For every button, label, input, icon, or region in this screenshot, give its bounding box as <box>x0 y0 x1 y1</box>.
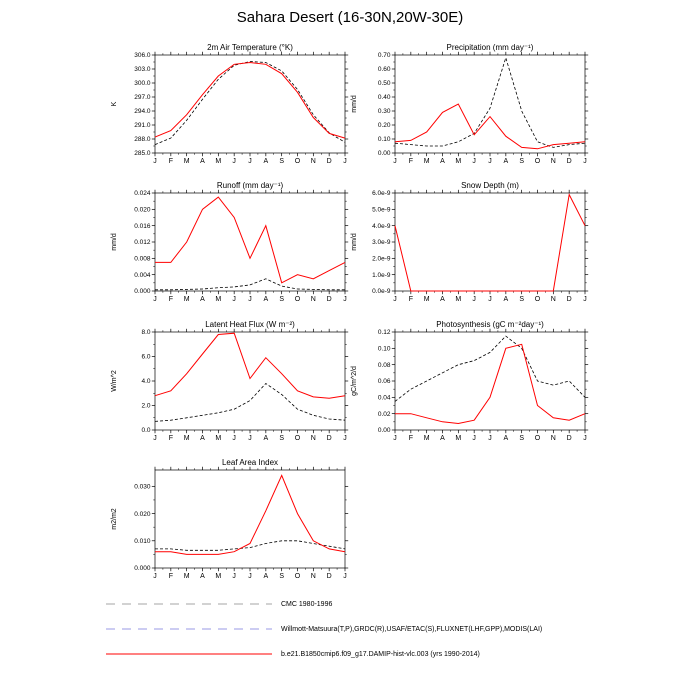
x-tick-label: J <box>583 158 587 165</box>
y-tick-label: 0.000 <box>134 288 151 296</box>
y-tick-label: 0.0 <box>141 427 151 435</box>
y-tick-label: 0.50 <box>377 80 391 88</box>
x-tick-label: F <box>408 158 413 165</box>
panel-title: Latent Heat Flux (W m⁻²) <box>205 320 295 329</box>
x-tick-label: J <box>343 296 347 303</box>
y-tick-label: 4.0 <box>141 378 151 386</box>
series-model <box>395 104 585 149</box>
panel-title: Precipitation (mm day⁻¹) <box>446 43 534 52</box>
y-tick-label: 0.00 <box>377 427 391 435</box>
y-axis-label: W/m^2 <box>111 370 118 392</box>
x-tick-label: F <box>168 573 173 580</box>
y-tick-label: 0.00 <box>377 150 391 158</box>
x-tick-label: J <box>153 296 157 303</box>
x-tick-label: D <box>326 573 332 580</box>
y-tick-label: 8.0 <box>141 329 151 337</box>
x-tick-label: O <box>294 296 301 303</box>
x-tick-label: A <box>440 435 445 442</box>
panel-snow-depth <box>345 180 595 315</box>
x-tick-label: F <box>168 435 173 442</box>
x-tick-label: J <box>472 435 476 442</box>
x-tick-label: D <box>566 296 572 303</box>
y-tick-label: 0.012 <box>134 239 151 247</box>
legend-label: CMC 1980-1996 <box>281 600 333 608</box>
legend-line-solid-red <box>105 649 273 659</box>
y-tick-label: 294.0 <box>134 108 151 116</box>
x-tick-label: A <box>440 296 445 303</box>
y-tick-label: 0.000 <box>134 565 151 573</box>
y-tick-label: 5.0e-9 <box>372 206 391 214</box>
x-tick-label: J <box>248 296 252 303</box>
x-tick-label: S <box>279 296 285 303</box>
series-obs <box>155 279 345 290</box>
y-tick-label: 0.20 <box>377 122 391 130</box>
panel-air-temperature <box>105 42 355 177</box>
x-tick-label: J <box>232 573 236 580</box>
y-tick-label: 0.004 <box>134 271 151 279</box>
x-tick-label: S <box>519 435 525 442</box>
x-tick-label: J <box>153 158 157 165</box>
series-model <box>395 195 585 291</box>
x-tick-label: M <box>455 435 462 442</box>
x-tick-label: O <box>294 435 301 442</box>
y-tick-label: 285.0 <box>134 150 151 158</box>
x-tick-label: J <box>153 435 157 442</box>
y-tick-label: 0.04 <box>377 394 391 402</box>
x-tick-label: J <box>393 435 397 442</box>
x-tick-label: F <box>168 296 173 303</box>
x-tick-label: N <box>310 296 316 303</box>
x-tick-label: N <box>550 158 556 165</box>
x-tick-label: J <box>248 435 252 442</box>
x-tick-label: A <box>503 158 509 165</box>
y-tick-label: 291.0 <box>134 122 151 130</box>
series-model <box>155 197 345 283</box>
panel-leaf-area-index <box>105 457 355 592</box>
y-tick-label: 0.40 <box>377 94 391 102</box>
x-tick-label: O <box>534 296 541 303</box>
y-axis-label: mm/d <box>351 233 358 251</box>
air-temperature-chart <box>105 42 355 177</box>
y-axis-label: mm/d <box>351 95 358 113</box>
x-tick-label: J <box>488 158 492 165</box>
x-tick-label: A <box>200 435 205 442</box>
legend-item <box>105 648 542 660</box>
series-model <box>155 63 345 139</box>
x-tick-label: M <box>423 158 430 165</box>
y-tick-label: 0.30 <box>377 108 391 116</box>
y-tick-label: 0.0e-9 <box>372 288 391 296</box>
y-tick-label: 300.0 <box>134 80 151 88</box>
y-tick-label: 2.0e-9 <box>372 255 391 263</box>
y-tick-label: 0.60 <box>377 66 391 74</box>
y-tick-label: 2.0 <box>141 402 151 410</box>
plot-frame <box>395 193 585 291</box>
y-tick-label: 0.06 <box>377 378 391 386</box>
y-tick-label: 3.0e-9 <box>372 239 391 247</box>
y-axis-label: m2/m2 <box>111 508 118 530</box>
x-tick-label: O <box>534 435 541 442</box>
x-tick-label: N <box>310 573 316 580</box>
x-tick-label: D <box>566 435 572 442</box>
x-tick-label: J <box>343 573 347 580</box>
x-tick-label: M <box>455 158 462 165</box>
x-tick-label: M <box>423 435 430 442</box>
x-tick-label: A <box>200 573 205 580</box>
x-tick-label: J <box>488 296 492 303</box>
x-tick-label: J <box>583 435 587 442</box>
x-tick-label: J <box>583 296 587 303</box>
y-tick-label: 306.0 <box>134 52 151 60</box>
x-tick-label: M <box>215 573 222 580</box>
x-tick-label: F <box>408 296 413 303</box>
series-model <box>155 333 345 398</box>
precipitation-chart <box>345 42 595 177</box>
y-tick-label: 0.02 <box>377 410 391 418</box>
y-tick-label: 0.70 <box>377 52 391 60</box>
x-tick-label: F <box>408 435 413 442</box>
x-tick-label: J <box>393 296 397 303</box>
plot-frame <box>155 470 345 568</box>
x-tick-label: J <box>232 158 236 165</box>
plot-frame <box>155 193 345 291</box>
x-tick-label: J <box>472 296 476 303</box>
panel-title: Leaf Area Index <box>221 458 279 467</box>
x-tick-label: J <box>232 435 236 442</box>
x-tick-label: O <box>294 158 301 165</box>
x-tick-label: D <box>326 158 332 165</box>
x-tick-label: D <box>326 435 332 442</box>
x-tick-label: A <box>200 296 205 303</box>
x-tick-label: J <box>153 573 157 580</box>
x-tick-label: M <box>183 158 190 165</box>
plot-frame <box>155 332 345 430</box>
x-tick-label: D <box>566 158 572 165</box>
x-tick-label: J <box>248 573 252 580</box>
x-tick-label: J <box>232 296 236 303</box>
x-tick-label: S <box>279 158 285 165</box>
panel-precipitation <box>345 42 595 177</box>
leaf-area-index-chart <box>105 457 355 592</box>
snow-depth-chart <box>345 180 595 315</box>
series-model <box>155 475 345 554</box>
plot-frame <box>155 55 345 153</box>
series-obs <box>155 384 345 422</box>
photosynthesis-chart <box>345 319 595 454</box>
x-tick-label: O <box>534 158 541 165</box>
x-tick-label: J <box>472 158 476 165</box>
x-tick-label: M <box>183 435 190 442</box>
x-tick-label: M <box>183 296 190 303</box>
x-tick-label: S <box>279 573 285 580</box>
panel-title: Snow Depth (m) <box>461 181 519 190</box>
panel-photosynthesis <box>345 319 595 454</box>
x-tick-label: N <box>550 435 556 442</box>
legend <box>105 598 542 673</box>
panel-runoff <box>105 180 355 315</box>
y-tick-label: 6.0e-9 <box>372 190 391 198</box>
x-tick-label: O <box>294 573 301 580</box>
x-tick-label: M <box>215 296 222 303</box>
x-tick-label: M <box>215 158 222 165</box>
x-tick-label: A <box>503 296 509 303</box>
panel-title: Photosynthesis (gC m⁻²day⁻¹) <box>436 320 544 329</box>
y-tick-label: 0.010 <box>134 537 151 545</box>
y-tick-label: 0.10 <box>377 345 391 353</box>
x-tick-label: A <box>440 158 445 165</box>
y-tick-label: 0.12 <box>377 329 391 337</box>
x-tick-label: S <box>519 158 525 165</box>
series-obs <box>395 336 585 401</box>
y-tick-label: 297.0 <box>134 94 151 102</box>
legend-label: Willmott-Matsuura(T,P),GRDC(R),USAF/ETAC(S),FLUXNET(LHF,GPP),MODIS(LAI) <box>281 625 543 633</box>
legend-line-dashed-gray <box>105 599 273 609</box>
x-tick-label: S <box>279 435 285 442</box>
y-tick-label: 0.020 <box>134 510 151 518</box>
x-tick-label: J <box>248 158 252 165</box>
y-tick-label: 0.008 <box>134 255 151 263</box>
runoff-chart <box>105 180 355 315</box>
legend-label: b.e21.B1850cmip6.f09_g17.DAMIP-hist-vlc.003 (yrs 1990-2014) <box>281 650 480 658</box>
x-tick-label: S <box>519 296 525 303</box>
x-tick-label: A <box>263 158 269 165</box>
legend-item <box>105 598 542 610</box>
y-tick-label: 303.0 <box>134 66 151 74</box>
y-tick-label: 6.0 <box>141 353 151 361</box>
x-tick-label: F <box>168 158 173 165</box>
panel-title: 2m Air Temperature (°K) <box>207 43 293 52</box>
x-tick-label: J <box>393 158 397 165</box>
x-tick-label: A <box>263 296 269 303</box>
y-axis-label: gC/m^2/d <box>351 366 358 396</box>
x-tick-label: N <box>550 296 556 303</box>
x-tick-label: J <box>343 435 347 442</box>
y-tick-label: 0.10 <box>377 136 391 144</box>
x-tick-label: D <box>326 296 332 303</box>
x-tick-label: A <box>263 573 269 580</box>
figure-title: Sahara Desert (16-30N,20W-30E) <box>236 9 464 26</box>
x-tick-label: M <box>215 435 222 442</box>
y-tick-label: 1.0e-9 <box>372 271 391 279</box>
x-tick-label: M <box>183 573 190 580</box>
y-axis-label: mm/d <box>111 233 118 251</box>
y-tick-label: 0.08 <box>377 361 391 369</box>
plot-frame <box>395 55 585 153</box>
legend-item <box>105 623 542 635</box>
y-tick-label: 4.0e-9 <box>372 222 391 230</box>
x-tick-label: A <box>503 435 509 442</box>
x-tick-label: A <box>263 435 269 442</box>
y-tick-label: 288.0 <box>134 136 151 144</box>
panel-latent-heat-flux <box>105 319 355 454</box>
x-tick-label: M <box>423 296 430 303</box>
x-tick-label: J <box>488 435 492 442</box>
y-tick-label: 0.020 <box>134 206 151 214</box>
panel-title: Runoff (mm day⁻¹) <box>216 181 284 190</box>
x-tick-label: N <box>310 158 316 165</box>
series-obs <box>155 62 345 145</box>
latent-heat-flux-chart <box>105 319 355 454</box>
x-tick-label: J <box>343 158 347 165</box>
legend-line-dashed-blue <box>105 624 273 634</box>
y-axis-label: K <box>111 101 118 107</box>
x-tick-label: A <box>200 158 205 165</box>
y-tick-label: 0.024 <box>134 190 151 198</box>
x-tick-label: M <box>455 296 462 303</box>
x-tick-label: N <box>310 435 316 442</box>
plot-frame <box>395 332 585 430</box>
y-tick-label: 0.030 <box>134 483 151 491</box>
y-tick-label: 0.016 <box>134 222 151 230</box>
